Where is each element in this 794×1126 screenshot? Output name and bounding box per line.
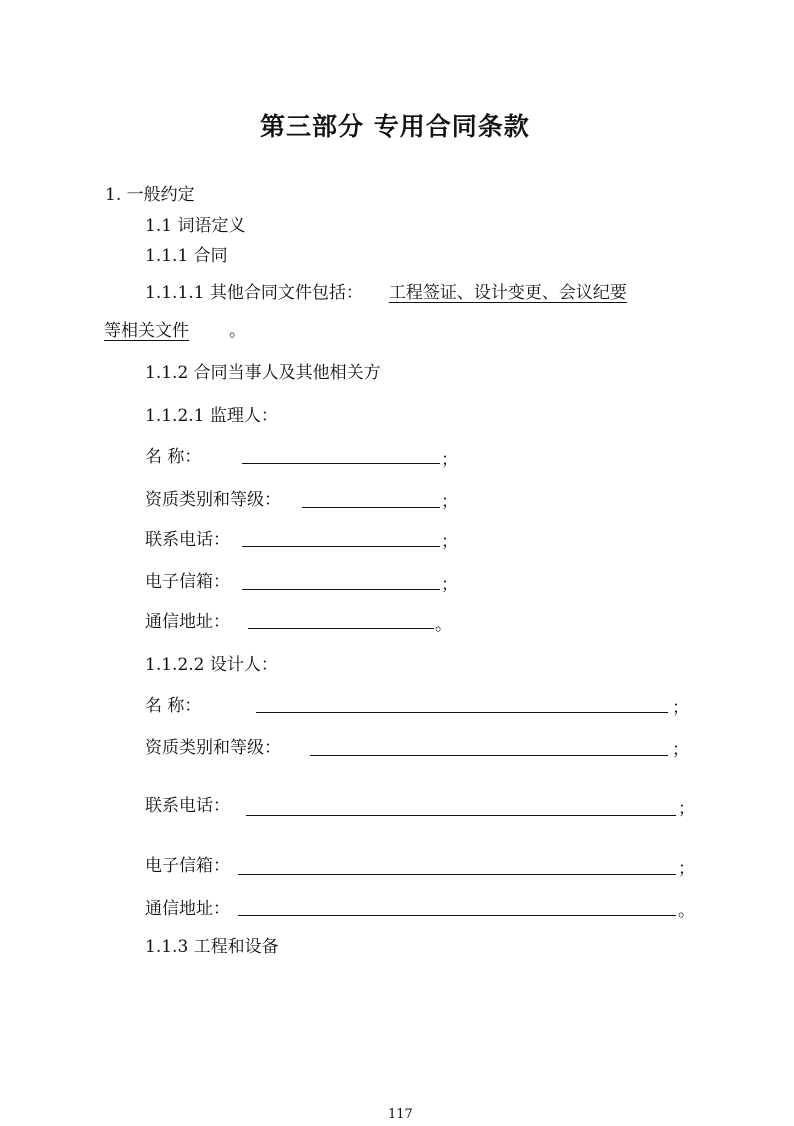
designer-address-period: 。 — [678, 901, 695, 921]
supervisor-address-period: 。 — [435, 615, 452, 635]
supervisor-name-label: 名 称： — [145, 447, 202, 467]
other-contract-docs-line2 — [104, 320, 246, 342]
designer-email-field[interactable] — [238, 874, 676, 875]
designer-phone-label: 联系电话： — [145, 796, 230, 816]
other-contract-docs-value-part1: 工程签证、设计变更、会议纪要 — [388, 283, 627, 303]
page-title: 第三部分 专用合同条款 — [260, 112, 530, 141]
designer-heading: 1.1.2.2 设计人： — [145, 655, 278, 675]
other-contract-docs-prefix: 1.1.1.1 其他合同文件包括： — [145, 283, 363, 303]
designer-address-field[interactable] — [238, 915, 676, 916]
supervisor-email-label: 电子信箱： — [145, 572, 230, 592]
designer-name-semicolon: ； — [672, 698, 689, 718]
section-1-1-3-heading: 1.1.3 工程和设备 — [145, 937, 279, 957]
section-1-1-2-heading: 1.1.2 合同当事人及其他相关方 — [145, 363, 381, 383]
supervisor-heading: 1.1.2.1 监理人： — [145, 406, 278, 426]
supervisor-qual-field[interactable] — [302, 507, 440, 508]
designer-qual-field[interactable] — [310, 755, 668, 756]
designer-phone-semicolon: ； — [678, 799, 695, 819]
designer-address-label: 通信地址： — [145, 899, 230, 919]
designer-name-label: 名 称： — [145, 696, 202, 716]
designer-qual-semicolon: ； — [672, 740, 689, 760]
section-1-heading: 1. 一般约定 — [105, 185, 195, 205]
designer-phone-field[interactable] — [246, 815, 676, 816]
section-1-1-heading: 1.1 词语定义 — [145, 216, 246, 236]
supervisor-address-field[interactable] — [248, 628, 434, 629]
supervisor-email-field[interactable] — [242, 589, 440, 590]
supervisor-qual-label: 资质类别和等级： — [145, 490, 281, 510]
designer-email-label: 电子信箱： — [145, 856, 230, 876]
designer-name-field[interactable] — [256, 712, 668, 713]
section-1-1-1-heading: 1.1.1 合同 — [145, 246, 228, 266]
supervisor-phone-field[interactable] — [242, 546, 440, 547]
supervisor-phone-semicolon: ； — [441, 532, 458, 552]
supervisor-email-semicolon: ； — [441, 575, 458, 595]
designer-qual-label: 资质类别和等级： — [145, 738, 281, 758]
supervisor-qual-semicolon: ； — [441, 492, 458, 512]
page-number: 117 — [388, 1107, 413, 1122]
other-contract-docs-value-part2: 等相关文件 — [104, 321, 189, 341]
supervisor-address-label: 通信地址： — [145, 612, 230, 632]
other-contract-docs-end: 。 — [229, 321, 246, 341]
supervisor-name-field[interactable] — [242, 463, 440, 464]
supervisor-phone-label: 联系电话： — [145, 530, 230, 550]
supervisor-name-semicolon: ； — [441, 450, 458, 470]
designer-email-semicolon: ； — [678, 859, 695, 879]
other-contract-docs-line1 — [145, 282, 627, 304]
